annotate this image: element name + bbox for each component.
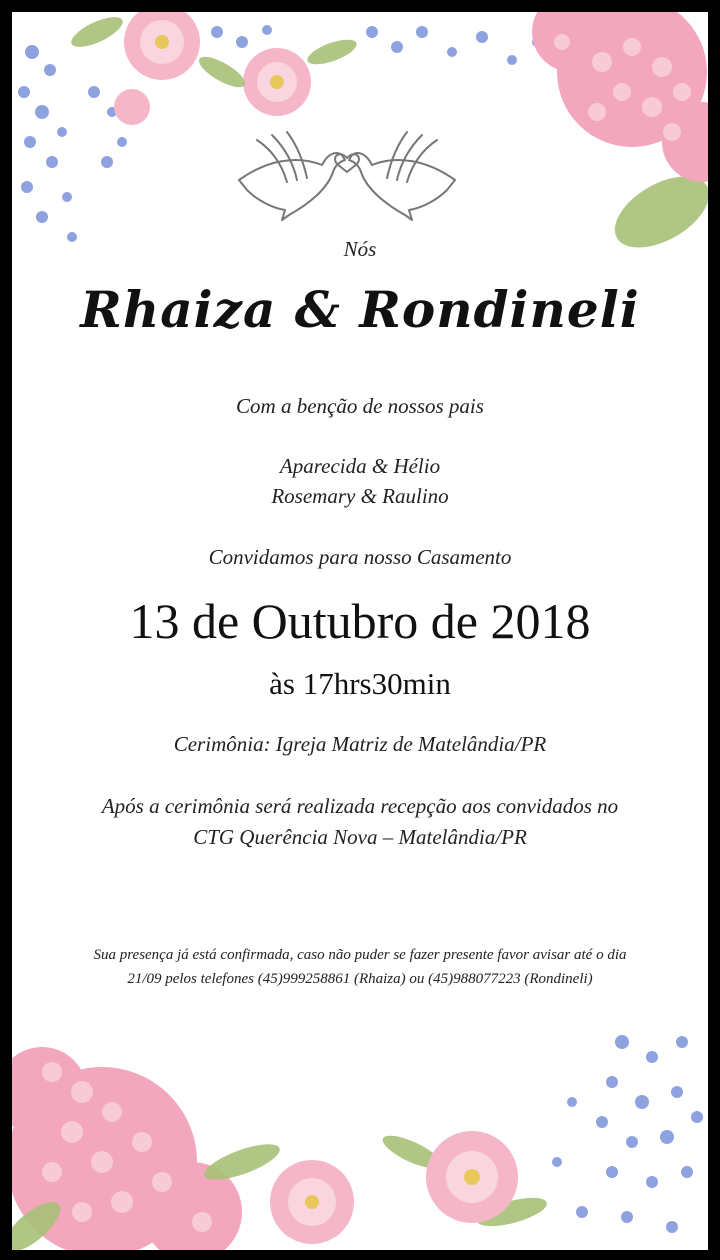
- invitation-card: [12, 12, 708, 1250]
- reception-line: CTG Querência Nova – Matelândia/PR: [193, 825, 527, 849]
- floral-border-bottom: [12, 1012, 708, 1250]
- event-time: às 17hrs30min: [269, 666, 451, 701]
- couple-names: Rhaiza & Rondineli: [80, 280, 640, 339]
- rsvp-note: Sua presença já está confirmada, caso não puder se fazer presente favor avisar até o dia: [93, 947, 627, 963]
- rsvp-note: 21/09 pelos telefones (45)999258861 (Rhaiza) ou (45)988077223 (Rondineli): [127, 971, 593, 987]
- blessing-text: Com a benção de nossos pais: [236, 394, 484, 418]
- reception-line: Após a cerimônia será realizada recepção aos convidados no: [101, 794, 619, 818]
- event-date: 13 de Outubro de 2018: [129, 593, 591, 649]
- doves-icon: [227, 120, 467, 230]
- parents-line: Aparecida & Hélio: [279, 454, 441, 478]
- intro-text: Nós: [343, 237, 377, 261]
- invite-text: Convidamos para nosso Casamento: [208, 545, 512, 569]
- ceremony-location: Cerimônia: Igreja Matriz de Matelândia/PR: [173, 732, 547, 756]
- parents-line: Rosemary & Raulino: [271, 484, 449, 508]
